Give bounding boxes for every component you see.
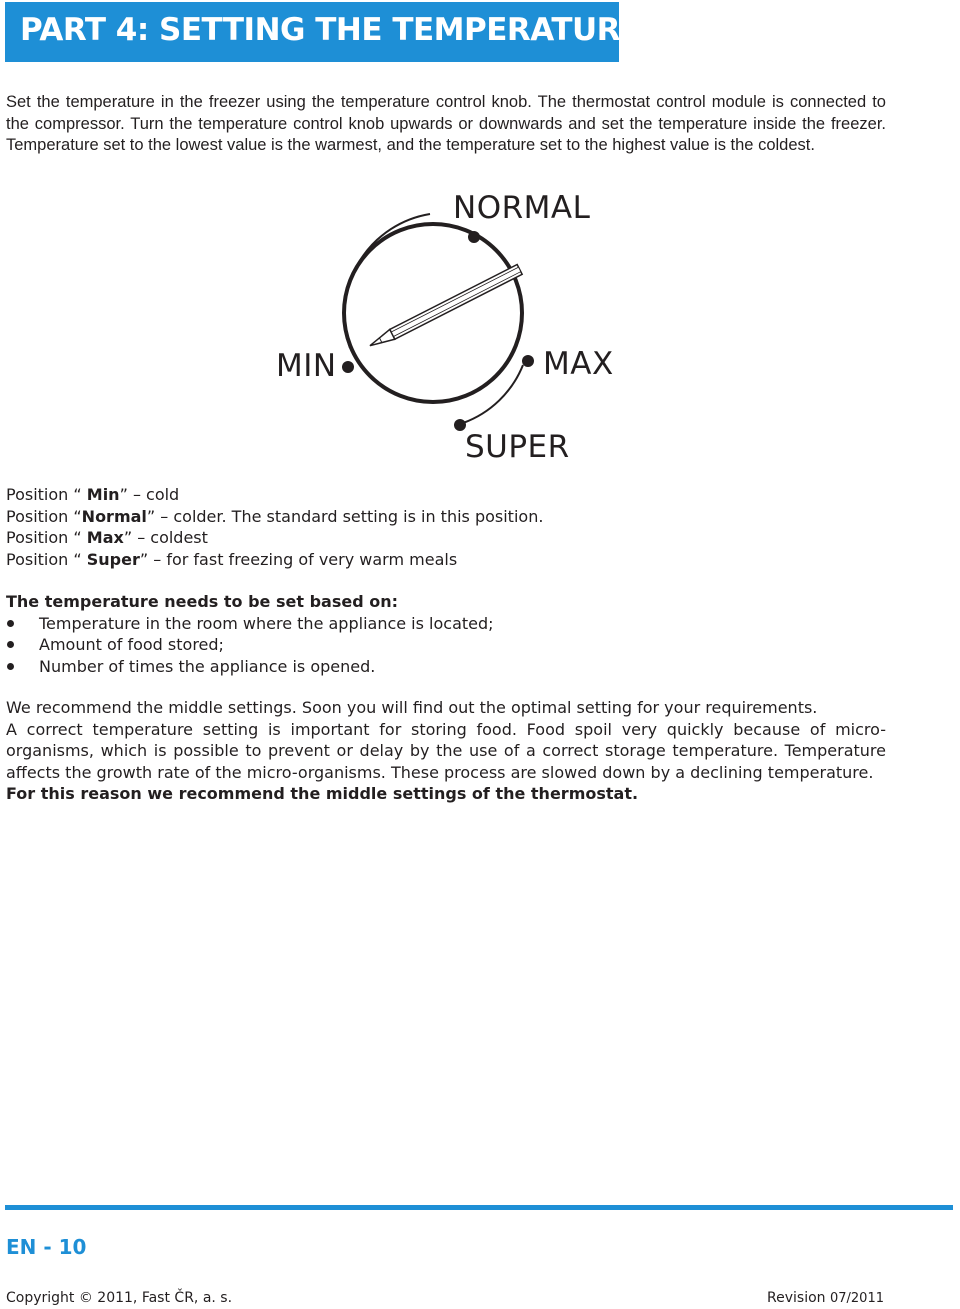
normal-dot <box>468 231 480 243</box>
intro-paragraph: Set the temperature in the freezer using the temperature control knob. The thermostat control module is connected to the compressor. Turn the temperature control knob upwards or downwards and set the temperature inside the freezer. Temperature set to the lowest value is the warmest, and the temperature set to the highest value is the coldest. <box>6 93 886 154</box>
bullet-icon <box>7 620 14 627</box>
position-min <box>6 484 706 506</box>
position-description: ” – cold <box>119 485 180 504</box>
dial-label-super: SUPER <box>465 429 570 465</box>
position-description: ” – for fast freezing of very warm meals <box>139 549 458 569</box>
list-item <box>6 613 706 635</box>
position-super <box>6 549 706 571</box>
bullet-icon <box>7 663 14 670</box>
position-prefix: Position “ <box>6 485 87 504</box>
knob-pointer <box>367 265 522 351</box>
dial-label-normal: NORMAL <box>453 190 591 226</box>
dial-label-min: MIN <box>276 348 337 384</box>
recommendation-body: A correct temperature setting is important for storing food. Food spoil very quickly because of micro-organisms, which is possible to prevent or delay by the use of a correct storage temperature. Temperature affects the growth rate of the micro-organisms. These process are slowed down by a declining temperature. <box>6 719 886 782</box>
position-prefix: Position “ <box>6 549 87 569</box>
position-name: Min <box>86 485 120 504</box>
revision-info <box>767 1290 884 1306</box>
position-name: Max <box>86 528 124 547</box>
thermostat-knob-icon <box>270 185 630 470</box>
thermostat-dial-diagram <box>270 185 630 470</box>
settings-factors <box>6 591 706 677</box>
list-item-text: Temperature in the room where the appliance is located; <box>39 613 494 633</box>
list-item-text: Number of times the appliance is opened. <box>39 656 376 676</box>
max-dot <box>522 355 534 367</box>
position-description: ” – coldest <box>123 528 208 547</box>
revision-date: 07/2011 <box>829 1291 884 1306</box>
recommendation-closing: For this reason we recommend the middle settings of the thermostat. <box>6 784 639 803</box>
recommendation-line: We recommend the middle settings. Soon you will find out the optimal setting for your requirements. <box>6 698 818 717</box>
position-description: ” – colder. The standard setting is in this position. <box>146 506 544 526</box>
position-list <box>6 484 706 570</box>
title-banner <box>5 2 641 62</box>
min-dot <box>342 361 354 373</box>
factors-heading: The temperature needs to be set based on: <box>6 592 398 611</box>
position-normal <box>6 506 706 528</box>
list-item <box>6 634 706 656</box>
position-prefix: Position “ <box>6 528 87 547</box>
copyright-notice: Copyright © 2011, Fast ČR, a. s. <box>6 1290 233 1306</box>
footer-divider <box>5 1205 953 1210</box>
revision-label: Revision <box>767 1290 826 1306</box>
page-number: EN - 10 <box>6 1235 87 1259</box>
factors-list <box>6 613 706 678</box>
position-prefix: Position “ <box>6 506 82 526</box>
position-name: Normal <box>81 506 147 526</box>
recommendation-section <box>6 697 886 805</box>
bullet-icon <box>7 641 14 648</box>
position-name: Super <box>86 549 140 569</box>
position-max <box>6 527 706 549</box>
page-title: PART 4: SETTING THE TEMPERATURE <box>20 12 641 48</box>
list-item <box>6 656 706 678</box>
list-item-text: Amount of food stored; <box>39 635 224 654</box>
dial-label-max: MAX <box>543 346 614 382</box>
